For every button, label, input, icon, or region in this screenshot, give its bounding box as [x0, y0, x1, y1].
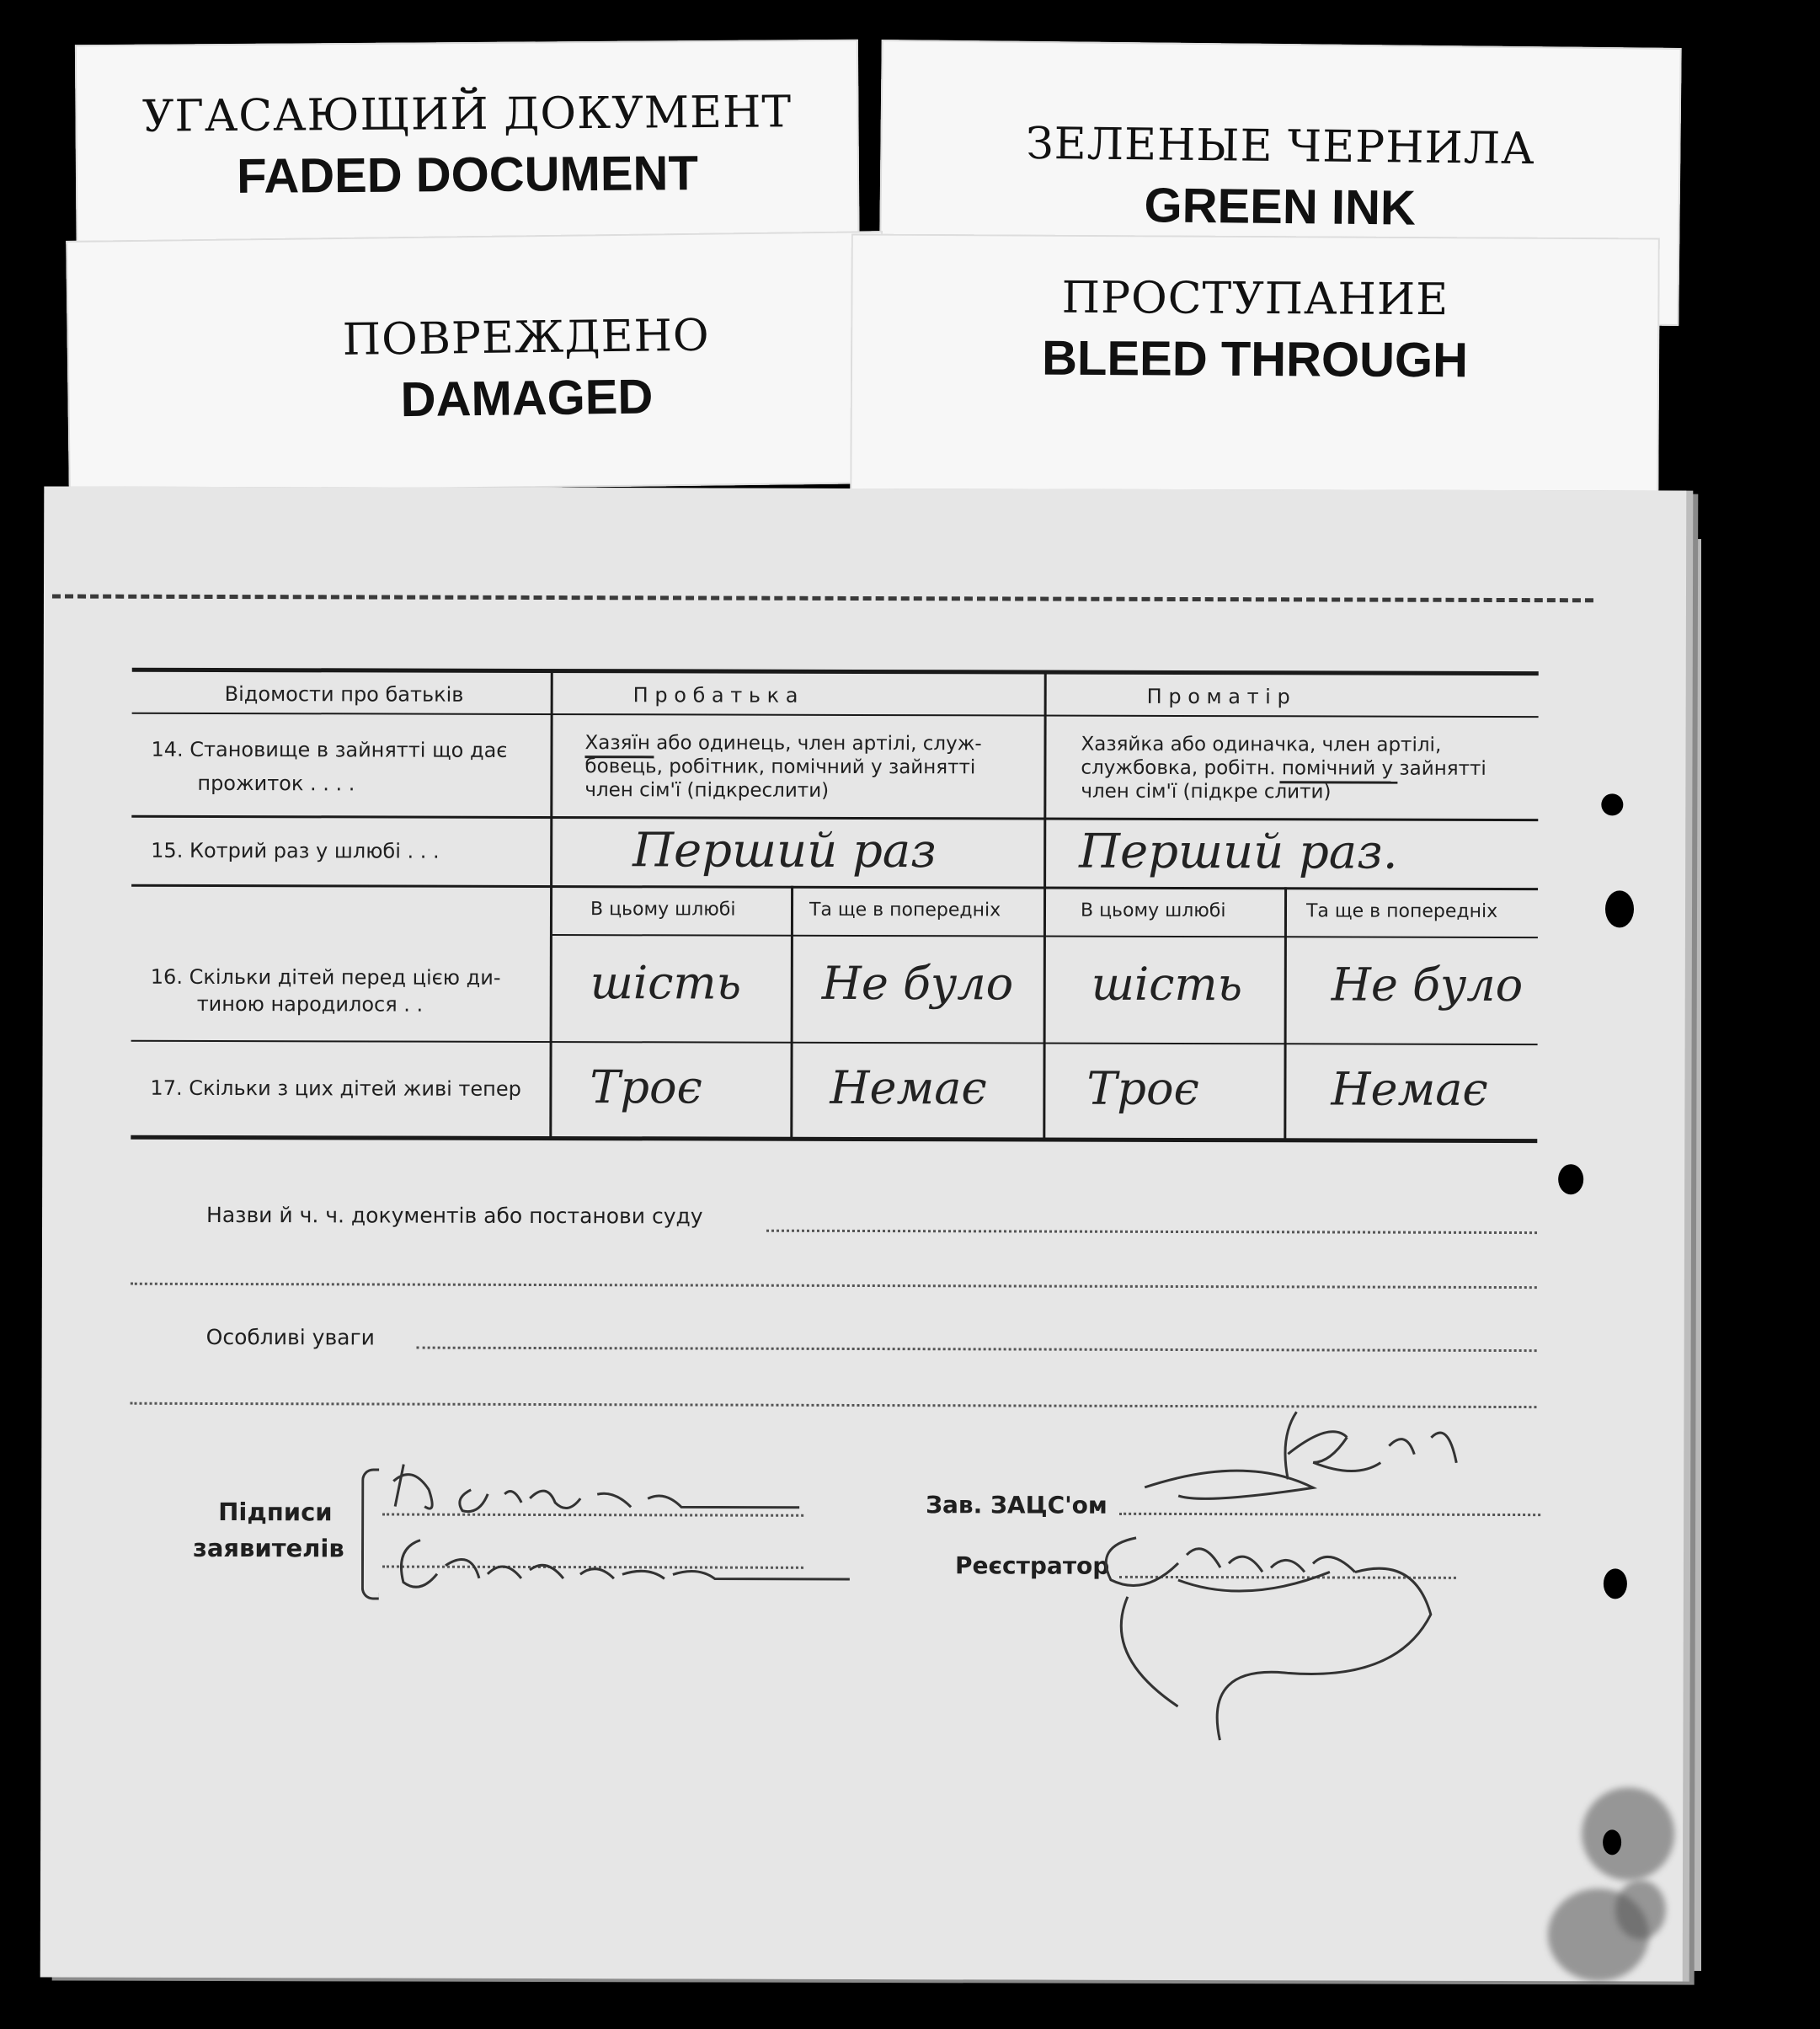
hole-4: [1603, 1829, 1621, 1855]
registrar-label: Реєстратор: [954, 1551, 1110, 1580]
row14-label-line1: 14. Становище в зайнятті що дає: [151, 737, 508, 762]
header-mother: П р о м а т і р: [1146, 684, 1290, 709]
underline-helper: [1279, 781, 1397, 783]
row16-label-line1: 16. Скільки дітей перед цією ди-: [150, 964, 501, 990]
row14-father-line1: Хазяїн або одинець, член артілі, служ-: [584, 732, 982, 756]
row17-father-this: Троє: [590, 1060, 702, 1114]
label-bleed-through-en: BLEED THROUGH: [1041, 330, 1469, 388]
hole-2: [1558, 1164, 1583, 1194]
header-parents-info: Відомости про батьків: [224, 682, 464, 707]
row16-mother-this: шість: [1091, 957, 1243, 1012]
row16-divider: [131, 1040, 1538, 1045]
subheader-mother-prev: Та ще в попередніх: [1305, 900, 1498, 922]
documents-line-2: [131, 1283, 1537, 1289]
row17-label: 17. Скільки з цих дітей живі тепер: [150, 1076, 521, 1101]
row14-mother-line1: Хазяйка або одиначка, член артілі,: [1081, 733, 1442, 756]
subheader-mother-this: В цьому шлюбі: [1080, 900, 1226, 922]
applicant-signatures: [378, 1447, 850, 1599]
table-header-divider: [132, 713, 1539, 718]
applicants-label-line2: заявителів: [192, 1533, 344, 1563]
header-father: П р о б а т ь к а: [632, 683, 798, 707]
label-green-ink-en: GREEN INK: [1144, 178, 1417, 236]
row17-father-prev: Немає: [830, 1060, 987, 1115]
row14-label-line2: прожиток . . . .: [197, 771, 355, 796]
stain-3: [1615, 1880, 1666, 1939]
row17-mother-this: Троє: [1086, 1061, 1199, 1116]
row16-father-this: шість: [590, 956, 742, 1010]
col-divider-parents: [1043, 673, 1046, 1140]
label-faded-document-ru: УГАСАЮЩИЙ ДОКУМЕНТ: [141, 87, 793, 142]
hole-1: [1605, 890, 1634, 927]
label-bleed-through-ru: ПРОСТУПАНИЕ: [1061, 272, 1449, 326]
birth-record-form: [40, 486, 1687, 1981]
documents-line-1: [766, 1230, 1537, 1234]
hole-3: [1604, 1568, 1627, 1599]
underline-master: [584, 756, 654, 758]
col-divider-mother-sub: [1284, 887, 1287, 1140]
col-divider-info: [549, 671, 552, 1139]
row17-mother-prev: Немає: [1331, 1062, 1488, 1116]
row15-divider: [131, 884, 1538, 890]
stain-1: [1582, 1787, 1674, 1880]
head-registry-label: Зав. ЗАЦС'ом: [926, 1491, 1107, 1519]
label-faded-document-en: FADED DOCUMENT: [236, 146, 699, 204]
applicants-brace: [361, 1468, 379, 1599]
label-damaged: [66, 231, 886, 494]
label-bleed-through: [850, 233, 1660, 507]
remarks-line-1: [417, 1347, 1537, 1352]
table-top-border: [132, 668, 1539, 675]
perforation-line: [52, 594, 1593, 602]
row15-label: 15. Котрий раз у шлюбі . . .: [151, 838, 440, 863]
label-green-ink-ru: ЗЕЛЕНЫЕ ЧЕРНИЛА: [1025, 118, 1535, 175]
row16-mother-prev: Не було: [1331, 958, 1524, 1012]
col-divider-father-sub: [790, 886, 793, 1139]
table-bottom-border: [131, 1135, 1537, 1143]
row14-mother-line2: службовка, робітн. помічний у зайнятті: [1081, 756, 1486, 780]
row16-father-prev: Не було: [821, 956, 1014, 1011]
row14-mother-line3: член сім'ї (підкре слити): [1081, 780, 1332, 804]
documents-label: Назви й ч. ч. документів або постанови суду: [206, 1202, 703, 1229]
row16-label-line2: тиною народилося . .: [196, 991, 424, 1017]
row15-father-handwriting: Перший раз: [632, 823, 937, 879]
remarks-label: Особливі уваги: [205, 1324, 375, 1350]
label-damaged-en: DAMAGED: [400, 369, 654, 428]
subheader-father-prev: Та ще в попередніх: [809, 899, 1001, 921]
label-damaged-ru: ПОВРЕЖДЕНО: [342, 310, 710, 366]
row14-father-line3: член сім'ї (підкреслити): [584, 779, 830, 802]
official-signatures: [1076, 1403, 1549, 1758]
row14-divider: [131, 815, 1538, 821]
applicants-label-line1: Підписи: [218, 1497, 333, 1527]
row14-father-line2: бовець, робітник, помічний у зайнятті: [584, 756, 976, 779]
hole-5: [1601, 793, 1623, 815]
subheader-father-this: В цьому шлюбі: [590, 899, 736, 921]
row15-mother-handwriting: Перший раз.: [1079, 824, 1398, 880]
